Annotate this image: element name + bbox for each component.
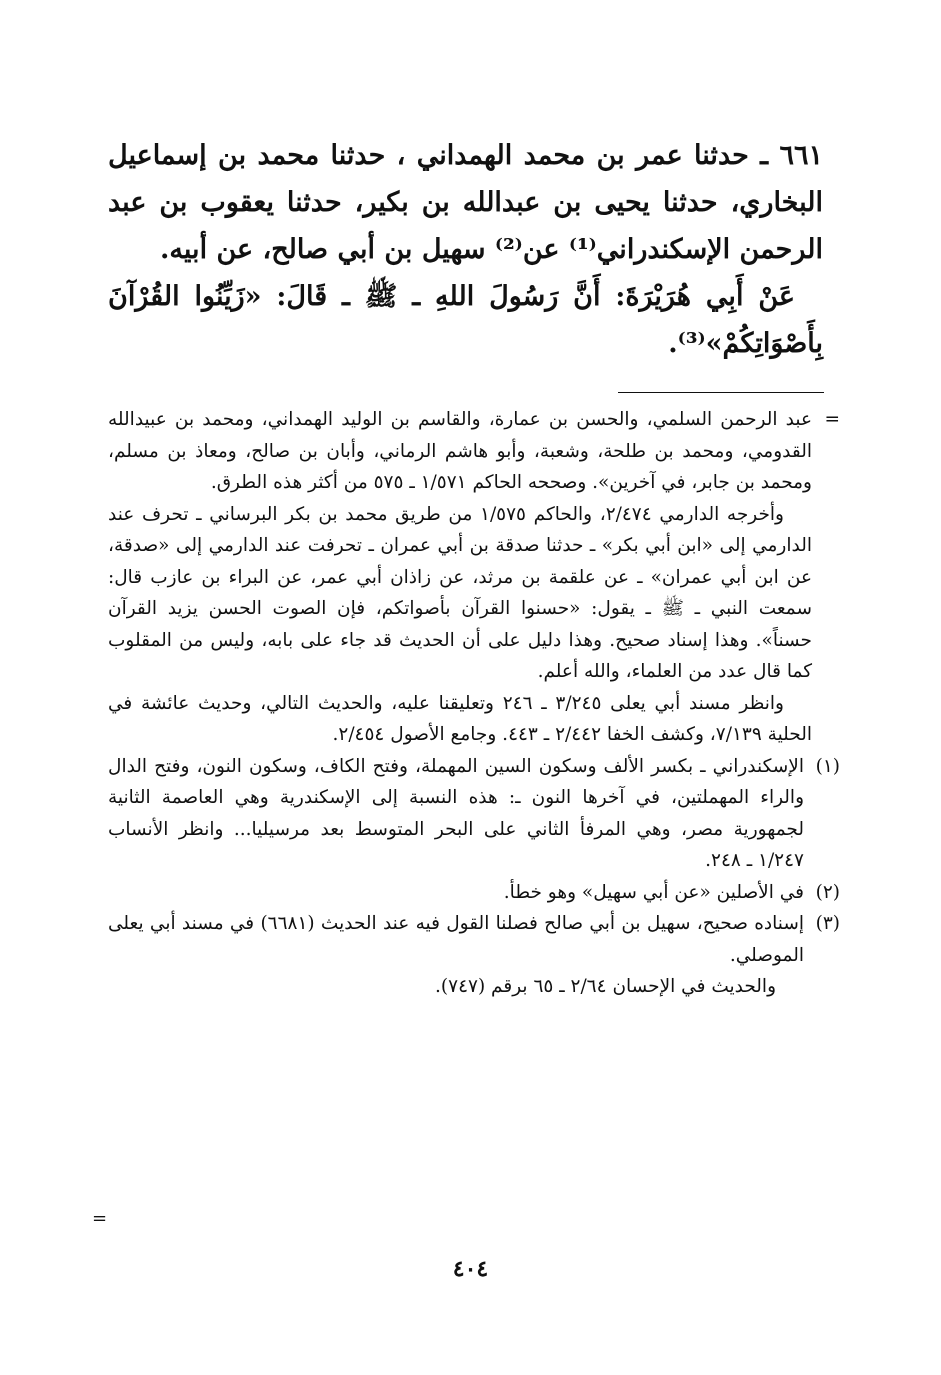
footnote-3-continuation: والحديث في الإحسان ٢/٦٤ ـ ٦٥ برقم (٧٤٧). xyxy=(435,976,776,997)
hadith-isnad: ٦٦١ ـ حدثنا عمر بن محمد الهمداني ، حدثنا محمد بن إسماعيل البخاري، حدثنا يحيى بن عبدالله بن بكير، حدثنا يعقوب بن عبد الرحمن الإسكندراني⁽¹⁾ عن⁽²⁾ سهيل بن أبي صالح، عن أبيه. xyxy=(108,140,823,265)
footnote-2-number: (٢) xyxy=(815,881,840,903)
footnotes xyxy=(108,404,840,1003)
footnote-3-number: (٣) xyxy=(815,913,840,934)
footnote-continuation xyxy=(108,404,840,499)
footnote-1-text: الإسكندراني ـ بكسر الألف وسكون السين المهملة، وفتح الكاف، وسكون النون، وفتح الدال والراء المهملتين، في آخرها النون ـ: هذه النسبة إلى الإسكندرية وهي العاصمة الثانية لجمهورية مصر، وهي المرفأ الثاني على البحر المتوسط بعد مرسيليا... وانظر الأنساب ١/٢٤٧ ـ ٢٤٨. xyxy=(108,755,804,871)
footnote-separator xyxy=(618,392,824,393)
hadith-block xyxy=(108,132,823,367)
page-number: ٤٠٤ xyxy=(452,1256,489,1282)
footnote-paragraph-references: وانظر مسند أبي يعلى ٣/٢٤٥ ـ ٢٤٦ وتعليقنا عليه، والحديث التالي، وحديث عائشة في الحلية ٧/١٣٩، وكشف الخفا ٢/٤٤٢ ـ ٤٤٣. وجامع الأصول ٢/٤٥٤. xyxy=(108,692,812,745)
footnote-1-number: (١) xyxy=(815,755,840,777)
next-page-continuation-mark: = xyxy=(92,1208,108,1229)
continuation-text: عبد الرحمن السلمي، والحسن بن عمارة، والقاسم بن الوليد الهمداني، ومحمد بن عبيدالله القدومي، ومحمد بن طلحة، وشعبة، وأبو هاشم الرماني، وأبان بن صالح، ومعاذ بن مسلم، ومحمد بن جابر، في آخرين». وصححه الحاكم ١/٥٧١ ـ ٥٧٥ من أكثر هذه الطرق. xyxy=(108,409,812,493)
footnote-3 xyxy=(108,908,840,971)
footnote-paragraph-darimi: وأخرجه الدارمي ٢/٤٧٤، والحاكم ١/٥٧٥ من طريق محمد بن بكر البرساني ـ تحرف عند الدارمي إلى «ابن أبي بكر» ـ حدثنا صدقة بن أبي عمران ـ تحرفت عند الدارمي إلى «صدقة، عن ابن أبي عمران» ـ عن علقمة بن مرثد، عن زاذان أبي عمر، عن البراء بن عازب قال: سمعت النبي ـ ﷺ ـ يقول: «حسنوا القرآن بأصواتكم، فإن الصوت الحسن يزيد القرآن حسناً». وهذا إسناد صحيح. وهذا دليل على أن الحديث قد جاء على بابه، وليس من المقلوب كما قال عدد من العلماء، والله أعلم. xyxy=(108,503,812,682)
footnote-2-text: في الأصلين «عن أبي سهيل» وهو خطأ. xyxy=(503,881,804,903)
footnote-3-text: إسناده صحيح، سهيل بن أبي صالح فصلنا القول فيه عند الحديث (٦٦٨١) في مسند أبي يعلى الموصلي. xyxy=(108,913,804,966)
footnote-1 xyxy=(108,751,840,877)
hadith-matn: عَنْ أَبِي هُرَيْرَةَ: أَنَّ رَسُولَ اللهِ ـ ﷺ ـ قَالَ: «زَيِّنُوا القُرْآنَ بِأَصْوَاتِكُمْ»⁽³⁾. xyxy=(108,281,823,359)
footnote-2 xyxy=(108,877,840,909)
continuation-mark: = xyxy=(824,409,840,430)
